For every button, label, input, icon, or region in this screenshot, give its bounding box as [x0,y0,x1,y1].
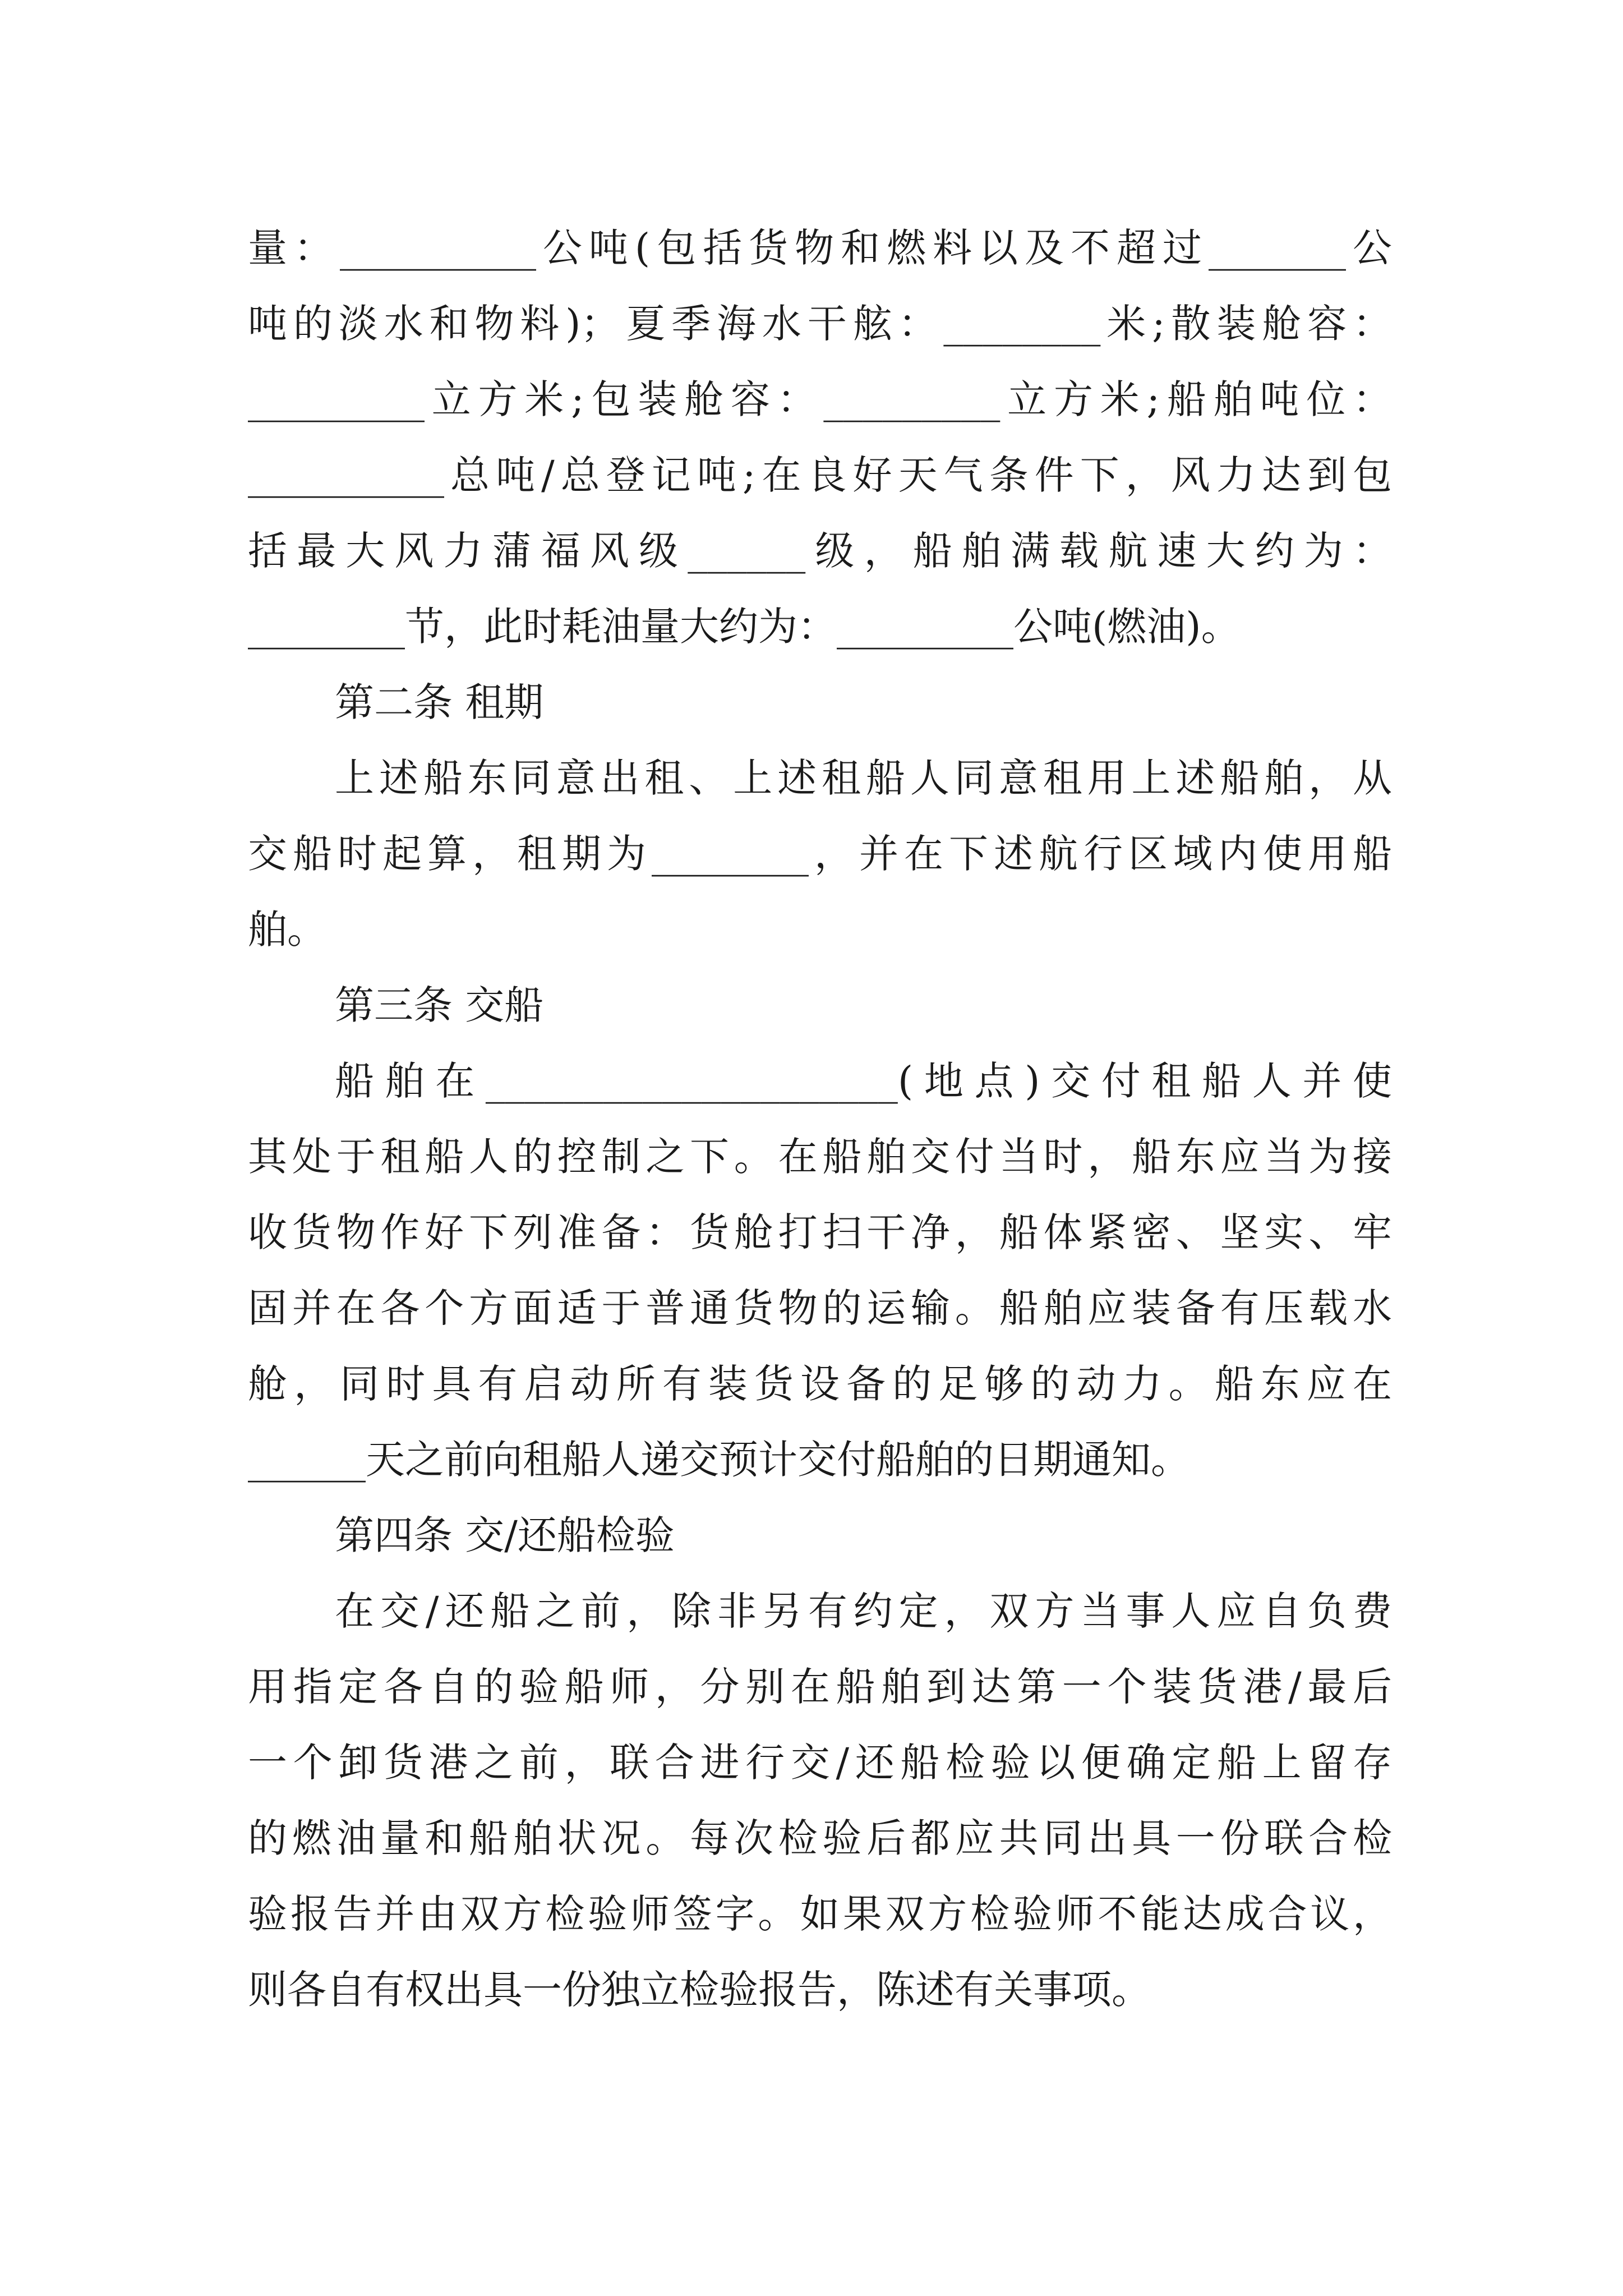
article-3-line-1: 船舶在_____________________(地点)交付租船人并使 [335,1058,1392,1104]
intro-line-5: 括最大风力蒲福风级______级，船舶满载航速大约为： [248,528,1392,574]
article-3-line-5: 舱，同时具有启动所有装货设备的足够的动力。船东应在 [248,1361,1392,1407]
intro-line-6: ________节，此时耗油量大约为：_________公吨(燃油)。 [248,604,1241,650]
article-4-line-2: 用指定各自的验船师，分别在船舶到达第一个装货港/最后 [248,1664,1392,1710]
article-3-line-3: 收货物作好下列准备：货舱打扫干净，船体紧密、坚实、牢 [248,1209,1392,1255]
article-4-line-5: 验报告并由双方检验师签字。如果双方检验师不能达成合议， [248,1891,1392,1937]
intro-line-4: __________总吨/总登记吨;在良好天气条件下，风力达到包 [248,452,1392,498]
article-4-line-1: 在交/还船之前，除非另有约定，双方当事人应自负费 [335,1588,1392,1634]
article-2-line-1: 上述船东同意出租、上述租船人同意租用上述船舶，从 [335,755,1392,801]
article-2-heading: 第二条 租期 [335,679,544,725]
article-3-line-6: ______天之前向租船人递交预计交付船舶的日期通知。 [248,1437,1190,1483]
intro-line-2: 吨的淡水和物料)；夏季海水干舷：________米;散装舱容： [248,301,1392,347]
article-3-line-2: 其处于租船人的控制之下。在船舶交付当时，船东应当为接 [248,1134,1392,1180]
intro-line-1: 量：__________公吨(包括货物和燃料以及不超过_______公 [248,225,1392,271]
article-2-line-3: 舶。 [248,907,326,953]
intro-line-3: _________立方米;包装舱容：_________立方米;船舶吨位： [248,376,1392,422]
article-4-line-6: 则各自有权出具一份独立检验报告，陈述有关事项。 [248,1967,1151,2013]
article-4-line-4: 的燃油量和船舶状况。每次检验后都应共同出具一份联合检 [248,1815,1392,1861]
article-4-line-3: 一个卸货港之前，联合进行交/还船检验以便确定船上留存 [248,1740,1392,1786]
article-3-heading: 第三条 交船 [335,982,544,1028]
article-4-heading: 第四条 交/还船检验 [335,1512,675,1558]
article-2-line-2: 交船时起算，租期为________，并在下述航行区域内使用船 [248,831,1392,877]
article-3-line-4: 固并在各个方面适于普通货物的运输。船舶应装备有压载水 [248,1285,1392,1331]
